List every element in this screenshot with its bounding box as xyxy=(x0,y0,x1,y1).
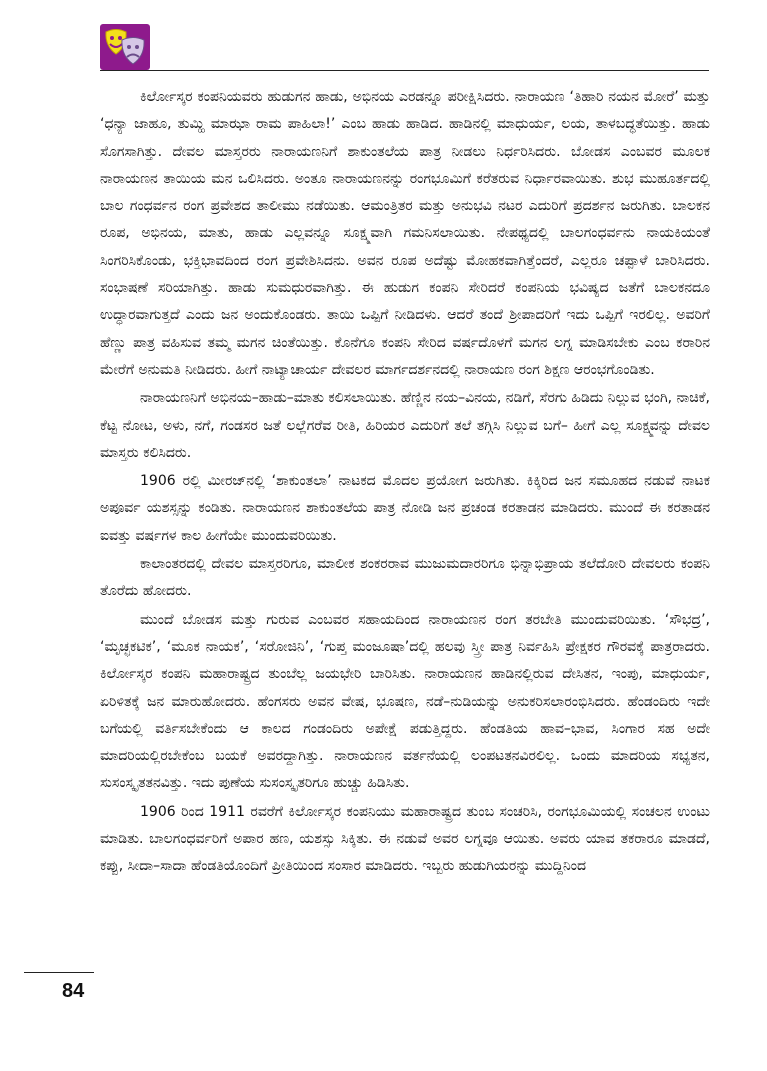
paragraph: ಮುಂದೆ ಬೋಡಸ ಮತ್ತು ಗುರುವ ಎಂಬವರ ಸಹಾಯದಿಂದ ನಾರಾಯಣನ ರಂಗ ತರಬೇತಿ ಮುಂದುವರಿಯಿತು. ‘ಸೌಭದ್ರ’, ‘ಮೃಚ್ಛಕಟಿಕ’, ‘ಮೂಕ ನಾಯಕ’, ‘ಸರೋಜಿನಿ’, ‘ಗುಪ್ತ ಮಂಜೂಷಾ’ದಲ್ಲಿ ಹಲವು ಸ್ತ್ರೀ ಪಾತ್ರ ನಿರ್ವಹಿಸಿ ಪ್ರೇಕ್ಷಕರ ಗೌರವಕ್ಕೆ ಪಾತ್ರರಾದರು. ಕಿರ್ಲೋಸ್ಕರ ಕಂಪನಿ ಮಹಾರಾಷ್ಟ್ರದ ತುಂಬೆಲ್ಲ ಜಯಭೇರಿ ಬಾರಿಸಿತು. ನಾರಾಯಣನ ಹಾಡಿನಲ್ಲಿರುವ ದೇಸಿತನ, ಇಂಪು, ಮಾಧುರ್ಯ, ಏರಿಳಿತಕ್ಕೆ ಜನ ಮಾರುಹೋದರು. ಹೆಂಗಸರು ಅವನ ವೇಷ, ಭೂಷಣ, ನಡೆ–ನುಡಿಯನ್ನು ಅನುಕರಿಸಲಾರಂಭಿಸಿದರು. ಹೆಂಡಂದಿರು ಇದೇ ಬಗೆಯಲ್ಲಿ ವರ್ತಿಸಬೇಕೆಂದು ಆ ಕಾಲದ ಗಂಡಂದಿರು ಅಪೇಕ್ಷೆ ಪಡುತ್ತಿದ್ದರು. ಹೆಂಡತಿಯ ಹಾವ–ಭಾವ, ಸಿಂಗಾರ ಸಹ ಅದೇ ಮಾದರಿಯಲ್ಲಿರಬೇಕೆಂಬ ಬಯಕೆ ಅವರದ್ದಾಗಿತ್ತು. ನಾರಾಯಣನ ವರ್ತನೆಯಲ್ಲಿ ಲಂಪಟತನವಿರಲಿಲ್ಲ. ಒಂದು ಮಾದರಿಯ ಸಭ್ಯತನ, ಸುಸಂಸ್ಕೃತತನವಿತ್ತು. ಇದು ಪುಣೆಯ ಸುಸಂಸ್ಕೃತರಿಗೂ ಹುಚ್ಚು ಹಿಡಿಸಿತು. xyxy=(100,611,710,792)
paragraph: ಕಾಲಾಂತರದಲ್ಲಿ ದೇವಲ ಮಾಸ್ತರರಿಗೂ, ಮಾಲೀಕ ಶಂಕರರಾವ ಮುಜುಮದಾರರಿಗೂ ಭಿನ್ನಾಭಿಪ್ರಾಯ ತಲೆದೋರಿ ದೇವಲರು ಕಂಪನಿ ತೊರೆದು ಹೋದರು. xyxy=(100,556,710,600)
paragraph: ಕಿರ್ಲೋಸ್ಕರ ಕಂಪನಿಯವರು ಹುಡುಗನ ಹಾಡು, ಅಭಿನಯ ಎರಡನ್ನೂ ಪರೀಕ್ಷಿಸಿದರು. ನಾರಾಯಣ ‘ತಿಹಾರಿ ನಯನ ಮೋರೆ’ ಮತ್ತು ‘ಧನ್ಯಾ ಜಾಹೂ, ತುಮ್ಹಿ ಮಾಝಾ ರಾಮ ಪಾಹಿಲಾ!’ ಎಂಬ ಹಾಡು ಹಾಡಿದ. ಹಾಡಿನಲ್ಲಿ ಮಾಧುರ್ಯ, ಲಯ, ತಾಳಬದ್ಧತೆಯಿತ್ತು. ಹಾಡು ಸೊಗಸಾಗಿತ್ತು. ದೇವಲ ಮಾಸ್ತರರು ನಾರಾಯಣನಿಗೆ ಶಾಕುಂತಲೆಯ ಪಾತ್ರ ನೀಡಲು ನಿರ್ಧರಿಸಿದರು. ಬೋಡಸ ಎಂಬವರ ಮೂಲಕ ನಾರಾಯಣನ ತಾಯಿಯ ಮನ ಒಲಿಸಿದರು. ಅಂತೂ ನಾರಾಯಣನನ್ನು ರಂಗಭೂಮಿಗೆ ಕರೆತರುವ ನಿರ್ಧಾರವಾಯಿತು. ಶುಭ ಮುಹೂರ್ತದಲ್ಲಿ ಬಾಲ ಗಂಧರ್ವನ ರಂಗ ಪ್ರವೇಶದ ತಾಲೀಮು ನಡೆಯಿತು. ಆಮಂತ್ರಿತರ ಮತ್ತು ಅನುಭವಿ ನಟರ ಎದುರಿಗೆ ಪ್ರದರ್ಶನ ಜರುಗಿತು. ಬಾಲಕನ ರೂಪ, ಅಭಿನಯ, ಮಾತು, ಹಾಡು ಎಲ್ಲವನ್ನೂ ಸೂಕ್ಷ್ಮವಾಗಿ ಗಮನಿಸಲಾಯಿತು. ನೇಪಥ್ಯದಲ್ಲಿ ಬಾಲಗಂಧರ್ವನು ನಾಯಕಿಯಂತೆ ಸಿಂಗರಿಸಿಕೊಂಡು, ಭಕ್ತಿಭಾವದಿಂದ ರಂಗ ಪ್ರವೇಶಿಸಿದನು. ಅವನ ರೂಪ ಅದೆಷ್ಟು ಮೋಹಕವಾಗಿತ್ತೆಂದರೆ, ಎಲ್ಲರೂ ಚಪ್ಪಾಳೆ ಬಾರಿಸಿದರು. ಸಂಭಾಷಣೆ ಸರಿಯಾಗಿತ್ತು. ಹಾಡು ಸುಮಧುರವಾಗಿತ್ತು. ಈ ಹುಡುಗ ಕಂಪನಿ ಸೇರಿದರೆ ಕಂಪನಿಯ ಭವಿಷ್ಯದ ಜತೆಗೆ ಬಾಲಕನದೂ ಉದ್ಧಾರವಾಗುತ್ತದೆ ಎಂದು ಜನ ಅಂದುಕೊಂಡರು. ತಾಯಿ ಒಪ್ಪಿಗೆ ನೀಡಿದಳು. ಆದರೆ ತಂದೆ ಶ್ರೀಪಾದರಿಗೆ ಇದು ಒಪ್ಪಿಗೆ ಇರಲಿಲ್ಲ. ಅವರಿಗೆ ಹೆಣ್ಣು ಪಾತ್ರ ವಹಿಸುವ ತಮ್ಮ ಮಗನ ಚಿಂತೆಯಿತ್ತು. ಕೊನೆಗೂ ಕಂಪನಿ ಸೇರಿದ ವರ್ಷದೊಳಗೆ ಮಗನ ಲಗ್ನ ಮಾಡಿಸಬೇಕು ಎಂಬ ಕರಾರಿನ ಮೇರೆಗೆ ಅನುಮತಿ ನೀಡಿದರು. ಹೀಗೆ ನಾಟ್ಯಾಚಾರ್ಯ ದೇವಲರ ಮಾರ್ಗದರ್ಶನದಲ್ಲಿ ನಾರಾಯಣ ರಂಗ ಶಿಕ್ಷಣ ಆರಂಭಗೊಂಡಿತು. xyxy=(100,89,710,378)
footer-divider xyxy=(24,972,94,973)
theatre-masks-icon xyxy=(100,24,150,70)
paragraph: 1906 ರಿಂದ 1911 ರವರೆಗೆ ಕಿರ್ಲೋಸ್ಕರ ಕಂಪನಿಯು ಮಹಾರಾಷ್ಟ್ರದ ತುಂಬ ಸಂಚರಿಸಿ, ರಂಗಭೂಮಿಯಲ್ಲಿ ಸಂಚಲನ ಉಂಟು ಮಾಡಿತು. ಬಾಲಗಂಧರ್ವರಿಗೆ ಅಪಾರ ಹಣ, ಯಶಸ್ಸು ಸಿಕ್ಕಿತು. ಈ ನಡುವೆ ಅವರ ಲಗ್ನವೂ ಆಯಿತು. ಅವರು ಯಾವ ತಕರಾರೂ ಮಾಡದೆ, ಕಪ್ಪು, ಸೀದಾ–ಸಾದಾ ಹೆಂಡತಿಯೊಂದಿಗೆ ಪ್ರೀತಿಯಿಂದ ಸಂಸಾರ ಮಾಡಿದರು. ಇಬ್ಬರು ಹುಡುಗಿಯರನ್ನು ಮುದ್ದಿನಿಂದ xyxy=(100,803,710,875)
header-divider xyxy=(100,70,709,71)
paragraph: ನಾರಾಯಣನಿಗೆ ಅಭಿನಯ–ಹಾಡು–ಮಾತು ಕಲಿಸಲಾಯಿತು. ಹೆಣ್ಣಿನ ನಯ–ವಿನಯ, ನಡಿಗೆ, ಸೆರಗು ಹಿಡಿದು ನಿಲ್ಲುವ ಭಂಗಿ, ನಾಚಿಕೆ, ಕೆಟ್ಟ ನೋಟ, ಅಳು, ನಗೆ, ಗಂಡಸರ ಜತೆ ಲಲ್ಲೆಗರೆವ ರೀತಿ, ಹಿರಿಯರ ಎದುರಿಗೆ ತಲೆ ತಗ್ಗಿಸಿ ನಿಲ್ಲುವ ಬಗೆ– ಹೀಗೆ ಎಲ್ಲ ಸೂಕ್ಷ್ಮವನ್ನು ದೇವಲ ಮಾಸ್ತರು ಕಲಿಸಿದರು. xyxy=(100,390,710,461)
article-body xyxy=(100,84,710,881)
paragraph: 1906 ರಲ್ಲಿ ಮೀರಜ್‌ನಲ್ಲಿ ‘ಶಾಕುಂತಲಾ’ ನಾಟಕದ ಮೊದಲ ಪ್ರಯೋಗ ಜರುಗಿತು. ಕಿಕ್ಕಿರಿದ ಜನ ಸಮೂಹದ ನಡುವೆ ನಾಟಕ ಅಪೂರ್ವ ಯಶಸ್ಸನ್ನು ಕಂಡಿತು. ನಾರಾಯಣನ ಶಾಕುಂತಲೆಯ ಪಾತ್ರ ನೋಡಿ ಜನ ಪ್ರಚಂಡ ಕರತಾಡನ ಮಾಡಿದರು. ಮುಂದೆ ಈ ಕರತಾಡನ ಐವತ್ತು ವರ್ಷಗಳ ಕಾಲ ಹೀಗೆಯೇ ಮುಂದುವರಿಯಿತು. xyxy=(100,473,710,544)
page-number: 84 xyxy=(62,980,85,1002)
